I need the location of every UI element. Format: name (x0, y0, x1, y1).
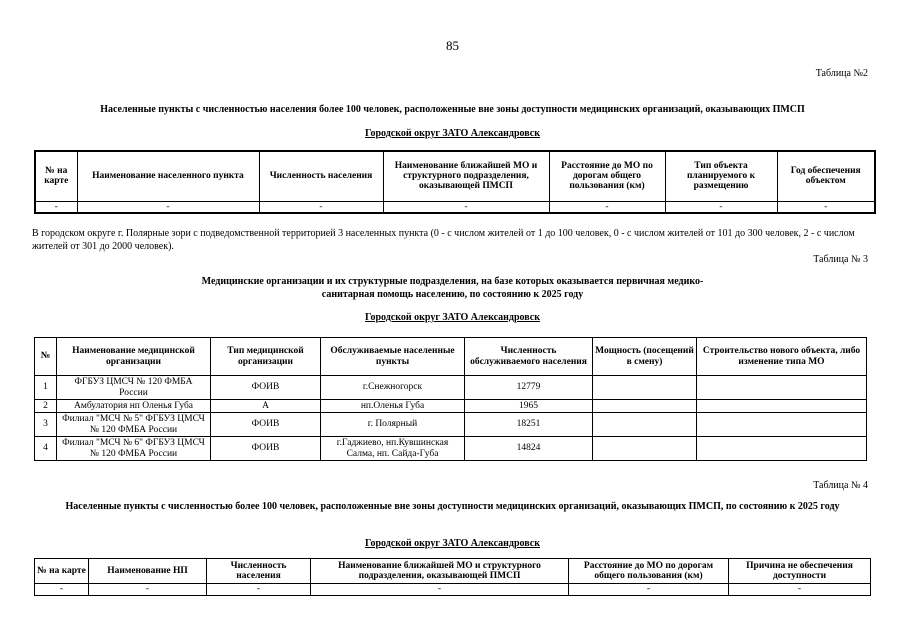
table2-cell: - (777, 201, 875, 213)
table2-header: Тип объекта планируемого к размещению (665, 151, 777, 201)
table3-cell: 14824 (465, 437, 593, 461)
table3-cell (697, 400, 867, 413)
table3-cell (697, 437, 867, 461)
table2-cell: - (77, 201, 259, 213)
table3 (34, 337, 867, 461)
table3-cell (593, 400, 697, 413)
table3-cell: 1965 (465, 400, 593, 413)
table2-cell: - (35, 201, 77, 213)
table2-cell: - (665, 201, 777, 213)
table3-cell (697, 413, 867, 437)
table3-cell: 4 (35, 437, 57, 461)
table3-title-line2: санитарная помощь населению, по состоянию к 2025 году (321, 288, 584, 300)
table3-cell: 1 (35, 376, 57, 400)
table2-header: № на карте (35, 151, 77, 201)
table2-header: Наименование ближайшей МО и структурного подразделения, оказывающей ПМСП (383, 151, 549, 201)
table2-title: Населенные пункты с численностью населения более 100 человек, расположенные вне зоны доступности медицинских организаций, оказывающих ПМСП (100, 104, 805, 115)
table3-cell: 3 (35, 413, 57, 437)
table-row (35, 437, 867, 461)
table4-cell: - (89, 584, 207, 596)
table3-header: Строительство нового объекта, либо изменение типа МО (697, 338, 867, 376)
table3-header: Тип медицинской организации (211, 338, 321, 376)
table3-cell: 2 (35, 400, 57, 413)
page-number: 85 (446, 38, 459, 53)
table3-cell (593, 437, 697, 461)
table2-label: Таблица №2 (815, 68, 868, 79)
table4-header: № на карте (35, 559, 89, 584)
table3-title (30, 276, 875, 301)
table3-header: № (35, 338, 57, 376)
table4-label: Таблица № 4 (813, 480, 868, 491)
table3-cell (697, 376, 867, 400)
table4-subtitle: Городской округ ЗАТО Александровск (364, 538, 540, 549)
table4-title: Населенные пункты с численностью более 100 человек, расположенные вне зоны доступности медицинских организаций, оказывающих ПМСП, по состоянию к 2025 году (65, 501, 840, 512)
table2-header: Наименование населенного пункта (77, 151, 259, 201)
table3-cell: ФОИВ (211, 376, 321, 400)
table3-label: Таблица № 3 (813, 254, 868, 265)
table3-cell: Филиал "МСЧ № 6" ФГБУЗ ЦМСЧ № 120 ФМБА России (57, 437, 211, 461)
table3-cell: г. Полярный (321, 413, 465, 437)
table2-header: Расстояние до МО по дорогам общего пользования (км) (549, 151, 665, 201)
table4-cell: - (207, 584, 311, 596)
table4-cell: - (311, 584, 569, 596)
table3-cell: г.Гаджиево, нп.Кувшинская Салма, нп. Сайда-Губа (321, 437, 465, 461)
table3-cell (593, 376, 697, 400)
table2-cell: - (383, 201, 549, 213)
table3-cell: ФГБУЗ ЦМСЧ № 120 ФМБА России (57, 376, 211, 400)
table3-cell: А (211, 400, 321, 413)
table4-cell: - (569, 584, 729, 596)
table2-subtitle: Городской округ ЗАТО Александровск (364, 128, 540, 139)
table4-cell: - (729, 584, 871, 596)
table4-header: Наименование НП (89, 559, 207, 584)
table4-cell: - (35, 584, 89, 596)
table3-cell: г.Снежногорск (321, 376, 465, 400)
table4 (34, 558, 871, 596)
table2-note: В городском округе г. Полярные зори с подведомственной территорией 3 населенных пункта (0 - с числом жителей от 1 до 100 человек, 0 - с числом жителей от 101 до 300 человек, 2 - с числом жителей от 301 до 2000 человек). (32, 228, 855, 252)
table3-cell (593, 413, 697, 437)
table3-header: Обслуживаемые населенные пункты (321, 338, 465, 376)
table2-header: Год обеспечения объектом (777, 151, 875, 201)
table3-cell: ФОИВ (211, 413, 321, 437)
table4-header: Численность населения (207, 559, 311, 584)
table3-subtitle: Городской округ ЗАТО Александровск (364, 312, 540, 323)
table4-header: Причина не обеспечения доступности (729, 559, 871, 584)
table-row (35, 201, 875, 213)
table3-header: Наименование медицинской организации (57, 338, 211, 376)
table3-title-line1: Медицинские организации и их структурные подразделения, на базе которых оказывается первичная медико- (201, 276, 704, 287)
table2 (34, 150, 876, 214)
table2-header: Численность населения (259, 151, 383, 201)
table3-cell: нп.Оленья Губа (321, 400, 465, 413)
table4-header: Наименование ближайшей МО и структурного подразделения, оказывающей ПМСП (311, 559, 569, 584)
table-row (35, 584, 871, 596)
table3-cell: Филиал "МСЧ № 5" ФГБУЗ ЦМСЧ № 120 ФМБА России (57, 413, 211, 437)
table3-cell: 12779 (465, 376, 593, 400)
table2-cell: - (549, 201, 665, 213)
table-row (35, 400, 867, 413)
table3-header: Численность обслуживаемого населения (465, 338, 593, 376)
table2-cell: - (259, 201, 383, 213)
table-row (35, 413, 867, 437)
table3-header: Мощность (посещений в смену) (593, 338, 697, 376)
table3-cell: ФОИВ (211, 437, 321, 461)
table4-header: Расстояние до МО по дорогам общего пользования (км) (569, 559, 729, 584)
table3-cell: Амбулатория нп Оленья Губа (57, 400, 211, 413)
table-row (35, 376, 867, 400)
table3-cell: 18251 (465, 413, 593, 437)
